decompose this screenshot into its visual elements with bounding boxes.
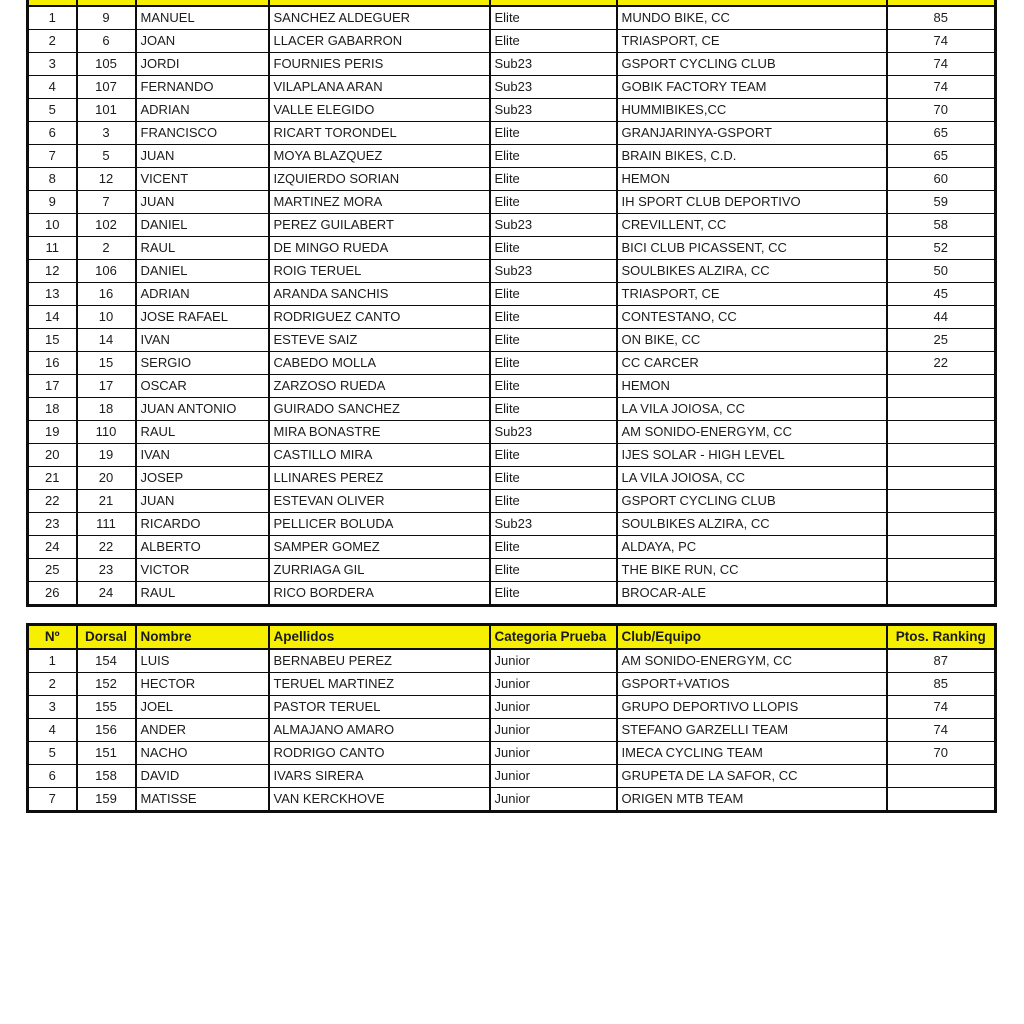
cell: HUMMIBIKES,CC bbox=[617, 98, 887, 121]
cell: Elite bbox=[490, 581, 617, 605]
header-cell-dorsal: Dorsal bbox=[77, 625, 136, 650]
cell: Junior bbox=[490, 765, 617, 788]
cell bbox=[887, 788, 996, 812]
cell: IH SPORT CLUB DEPORTIVO bbox=[617, 190, 887, 213]
cell: Elite bbox=[490, 6, 617, 30]
cell: Sub23 bbox=[490, 98, 617, 121]
cell: 18 bbox=[28, 397, 77, 420]
junior-results-table bbox=[26, 623, 997, 813]
header-cell-puntos: Ptos. Ranking bbox=[887, 625, 996, 650]
table-row bbox=[28, 673, 996, 696]
cell: JOEL bbox=[136, 696, 269, 719]
elite-sub23-results-table bbox=[26, 0, 997, 607]
cell: 20 bbox=[77, 466, 136, 489]
cell: IVARS SIRERA bbox=[269, 765, 490, 788]
cell: RICARDO bbox=[136, 512, 269, 535]
table-row bbox=[28, 259, 996, 282]
cell: ANDER bbox=[136, 719, 269, 742]
cell: 15 bbox=[28, 328, 77, 351]
cell: 15 bbox=[77, 351, 136, 374]
cell: 87 bbox=[887, 649, 996, 673]
cell: Elite bbox=[490, 535, 617, 558]
table-row bbox=[28, 742, 996, 765]
cell: JOSEP bbox=[136, 466, 269, 489]
cell: 45 bbox=[887, 282, 996, 305]
cell bbox=[887, 420, 996, 443]
cell: 85 bbox=[887, 673, 996, 696]
cell: 1 bbox=[28, 6, 77, 30]
cell: 58 bbox=[887, 213, 996, 236]
cell: Sub23 bbox=[490, 512, 617, 535]
table-row bbox=[28, 6, 996, 30]
cell: CABEDO MOLLA bbox=[269, 351, 490, 374]
cell: 19 bbox=[28, 420, 77, 443]
cell: LA VILA JOIOSA, CC bbox=[617, 466, 887, 489]
cell: SANCHEZ ALDEGUER bbox=[269, 6, 490, 30]
cell: VILAPLANA ARAN bbox=[269, 75, 490, 98]
cell: FRANCISCO bbox=[136, 121, 269, 144]
cell: AM SONIDO-ENERGYM, CC bbox=[617, 420, 887, 443]
cell: 26 bbox=[28, 581, 77, 605]
cell: GSPORT CYCLING CLUB bbox=[617, 52, 887, 75]
cell bbox=[887, 374, 996, 397]
cell: ESTEVE SAIZ bbox=[269, 328, 490, 351]
cell: PEREZ GUILABERT bbox=[269, 213, 490, 236]
cell: 155 bbox=[77, 696, 136, 719]
cell: SAMPER GOMEZ bbox=[269, 535, 490, 558]
cell: 21 bbox=[77, 489, 136, 512]
cell: 5 bbox=[77, 144, 136, 167]
cell: 12 bbox=[77, 167, 136, 190]
table-row bbox=[28, 236, 996, 259]
cell: 22 bbox=[887, 351, 996, 374]
cell: Elite bbox=[490, 29, 617, 52]
cell: CONTESTANO, CC bbox=[617, 305, 887, 328]
cell: CASTILLO MIRA bbox=[269, 443, 490, 466]
cell: 74 bbox=[887, 696, 996, 719]
cell: 85 bbox=[887, 6, 996, 30]
cell: 4 bbox=[28, 719, 77, 742]
cell: Elite bbox=[490, 144, 617, 167]
cell: 70 bbox=[887, 98, 996, 121]
cell: Junior bbox=[490, 742, 617, 765]
cell: VAN KERCKHOVE bbox=[269, 788, 490, 812]
cell: 5 bbox=[28, 742, 77, 765]
cell: 14 bbox=[77, 328, 136, 351]
cell: Elite bbox=[490, 282, 617, 305]
table-row bbox=[28, 581, 996, 605]
cell: 3 bbox=[28, 52, 77, 75]
cell: Elite bbox=[490, 236, 617, 259]
cell: 17 bbox=[77, 374, 136, 397]
cell bbox=[887, 581, 996, 605]
cell bbox=[887, 466, 996, 489]
cell: 70 bbox=[887, 742, 996, 765]
cell: Elite bbox=[490, 443, 617, 466]
table-row bbox=[28, 144, 996, 167]
cell: 7 bbox=[28, 144, 77, 167]
cell: ON BIKE, CC bbox=[617, 328, 887, 351]
cell: 3 bbox=[77, 121, 136, 144]
cell: TERUEL MARTINEZ bbox=[269, 673, 490, 696]
cell: JOSE RAFAEL bbox=[136, 305, 269, 328]
cell: RICO BORDERA bbox=[269, 581, 490, 605]
cell: 12 bbox=[28, 259, 77, 282]
cell: MOYA BLAZQUEZ bbox=[269, 144, 490, 167]
cell: 13 bbox=[28, 282, 77, 305]
cell: PASTOR TERUEL bbox=[269, 696, 490, 719]
cell: Elite bbox=[490, 121, 617, 144]
cell: 105 bbox=[77, 52, 136, 75]
table-header-row bbox=[28, 625, 996, 650]
table-row bbox=[28, 558, 996, 581]
cell: 2 bbox=[28, 673, 77, 696]
cell: Junior bbox=[490, 673, 617, 696]
cell: Junior bbox=[490, 719, 617, 742]
cell: 1 bbox=[28, 649, 77, 673]
cell: ZARZOSO RUEDA bbox=[269, 374, 490, 397]
table-row bbox=[28, 719, 996, 742]
cell: Sub23 bbox=[490, 420, 617, 443]
cell: ZURRIAGA GIL bbox=[269, 558, 490, 581]
cell: 152 bbox=[77, 673, 136, 696]
cell: Elite bbox=[490, 305, 617, 328]
table-row bbox=[28, 696, 996, 719]
cell: DAVID bbox=[136, 765, 269, 788]
cell: 3 bbox=[28, 696, 77, 719]
table-row bbox=[28, 765, 996, 788]
table-row bbox=[28, 29, 996, 52]
cell: IZQUIERDO SORIAN bbox=[269, 167, 490, 190]
cell bbox=[887, 535, 996, 558]
cell: Elite bbox=[490, 374, 617, 397]
table-row bbox=[28, 466, 996, 489]
cell: OSCAR bbox=[136, 374, 269, 397]
cell: 2 bbox=[77, 236, 136, 259]
cell: 18 bbox=[77, 397, 136, 420]
cell: 4 bbox=[28, 75, 77, 98]
cell: DE MINGO RUEDA bbox=[269, 236, 490, 259]
cell: 11 bbox=[28, 236, 77, 259]
cell: 6 bbox=[77, 29, 136, 52]
table-row bbox=[28, 98, 996, 121]
cell: Elite bbox=[490, 190, 617, 213]
cell: Sub23 bbox=[490, 213, 617, 236]
cell: 74 bbox=[887, 52, 996, 75]
cell: BERNABEU PEREZ bbox=[269, 649, 490, 673]
cell: 22 bbox=[77, 535, 136, 558]
cell: 23 bbox=[77, 558, 136, 581]
cell: IVAN bbox=[136, 443, 269, 466]
cell: 5 bbox=[28, 98, 77, 121]
cell: LUIS bbox=[136, 649, 269, 673]
cell: GRANJARINYA-GSPORT bbox=[617, 121, 887, 144]
cell: 102 bbox=[77, 213, 136, 236]
cell: FERNANDO bbox=[136, 75, 269, 98]
cell: Elite bbox=[490, 328, 617, 351]
cell: Junior bbox=[490, 696, 617, 719]
cell: 111 bbox=[77, 512, 136, 535]
cell: 159 bbox=[77, 788, 136, 812]
table-row bbox=[28, 535, 996, 558]
cell: ALMAJANO AMARO bbox=[269, 719, 490, 742]
cell: 6 bbox=[28, 121, 77, 144]
cell: RAUL bbox=[136, 581, 269, 605]
cell: ROIG TERUEL bbox=[269, 259, 490, 282]
cell: 23 bbox=[28, 512, 77, 535]
cell: 10 bbox=[77, 305, 136, 328]
cell: HEMON bbox=[617, 167, 887, 190]
cell: DANIEL bbox=[136, 213, 269, 236]
cell: SOULBIKES ALZIRA, CC bbox=[617, 259, 887, 282]
cell: GRUPETA DE LA SAFOR, CC bbox=[617, 765, 887, 788]
cell: DANIEL bbox=[136, 259, 269, 282]
table-row bbox=[28, 351, 996, 374]
cell: ADRIAN bbox=[136, 98, 269, 121]
cell: SOULBIKES ALZIRA, CC bbox=[617, 512, 887, 535]
cell: 60 bbox=[887, 167, 996, 190]
cell: LLINARES PEREZ bbox=[269, 466, 490, 489]
table-row bbox=[28, 328, 996, 351]
cell: 59 bbox=[887, 190, 996, 213]
cell: LA VILA JOIOSA, CC bbox=[617, 397, 887, 420]
cell: 24 bbox=[28, 535, 77, 558]
cell: Junior bbox=[490, 649, 617, 673]
cell: 107 bbox=[77, 75, 136, 98]
cell: RICART TORONDEL bbox=[269, 121, 490, 144]
cell: 21 bbox=[28, 466, 77, 489]
cell: Elite bbox=[490, 558, 617, 581]
cell: IJES SOLAR - HIGH LEVEL bbox=[617, 443, 887, 466]
cell: ESTEVAN OLIVER bbox=[269, 489, 490, 512]
cell: NACHO bbox=[136, 742, 269, 765]
cell: Sub23 bbox=[490, 259, 617, 282]
header-cell-apellidos: Apellidos bbox=[269, 625, 490, 650]
cell: 65 bbox=[887, 144, 996, 167]
cell: RAUL bbox=[136, 236, 269, 259]
cell: 74 bbox=[887, 719, 996, 742]
cell: 20 bbox=[28, 443, 77, 466]
cell: 19 bbox=[77, 443, 136, 466]
table-row bbox=[28, 305, 996, 328]
cell: 14 bbox=[28, 305, 77, 328]
cell: CC CARCER bbox=[617, 351, 887, 374]
cell: MIRA BONASTRE bbox=[269, 420, 490, 443]
cell: 9 bbox=[28, 190, 77, 213]
cell: 7 bbox=[77, 190, 136, 213]
cell: 16 bbox=[28, 351, 77, 374]
cell: Elite bbox=[490, 466, 617, 489]
header-cell-numero: Nº bbox=[28, 625, 77, 650]
cell: Elite bbox=[490, 167, 617, 190]
cell: THE BIKE RUN, CC bbox=[617, 558, 887, 581]
cell: 151 bbox=[77, 742, 136, 765]
cell: GSPORT+VATIOS bbox=[617, 673, 887, 696]
elite-sub23-results-table-wrapper bbox=[26, 0, 998, 618]
cell: JUAN bbox=[136, 144, 269, 167]
cell: 8 bbox=[28, 167, 77, 190]
cell: LLACER GABARRON bbox=[269, 29, 490, 52]
cell bbox=[887, 397, 996, 420]
cell: GRUPO DEPORTIVO LLOPIS bbox=[617, 696, 887, 719]
cell: 7 bbox=[28, 788, 77, 812]
cell: 10 bbox=[28, 213, 77, 236]
cell: RODRIGO CANTO bbox=[269, 742, 490, 765]
cell: 17 bbox=[28, 374, 77, 397]
cell: 101 bbox=[77, 98, 136, 121]
cell: GSPORT CYCLING CLUB bbox=[617, 489, 887, 512]
cell: BRAIN BIKES, C.D. bbox=[617, 144, 887, 167]
table-row bbox=[28, 190, 996, 213]
cell: 25 bbox=[28, 558, 77, 581]
cell: 154 bbox=[77, 649, 136, 673]
cell: TRIASPORT, CE bbox=[617, 29, 887, 52]
cell: 24 bbox=[77, 581, 136, 605]
table-row bbox=[28, 121, 996, 144]
cell: 25 bbox=[887, 328, 996, 351]
cell: BROCAR-ALE bbox=[617, 581, 887, 605]
cell: ARANDA SANCHIS bbox=[269, 282, 490, 305]
cell: RAUL bbox=[136, 420, 269, 443]
cell bbox=[887, 443, 996, 466]
cell: ADRIAN bbox=[136, 282, 269, 305]
cell: 50 bbox=[887, 259, 996, 282]
cell: TRIASPORT, CE bbox=[617, 282, 887, 305]
cell: 22 bbox=[28, 489, 77, 512]
table-row bbox=[28, 167, 996, 190]
table-row bbox=[28, 374, 996, 397]
cell: 74 bbox=[887, 29, 996, 52]
cell: JUAN ANTONIO bbox=[136, 397, 269, 420]
table-row bbox=[28, 282, 996, 305]
cell: ALBERTO bbox=[136, 535, 269, 558]
cell: VICTOR bbox=[136, 558, 269, 581]
cell: 110 bbox=[77, 420, 136, 443]
cell: 44 bbox=[887, 305, 996, 328]
header-cell-club: Club/Equipo bbox=[617, 625, 887, 650]
cell: ORIGEN MTB TEAM bbox=[617, 788, 887, 812]
cell: GUIRADO SANCHEZ bbox=[269, 397, 490, 420]
table-row bbox=[28, 489, 996, 512]
cell: FOURNIES PERIS bbox=[269, 52, 490, 75]
cell: CREVILLENT, CC bbox=[617, 213, 887, 236]
cell: IMECA CYCLING TEAM bbox=[617, 742, 887, 765]
cell bbox=[887, 512, 996, 535]
cell: Elite bbox=[490, 489, 617, 512]
cell: HECTOR bbox=[136, 673, 269, 696]
cell bbox=[887, 765, 996, 788]
junior-results-table-wrapper bbox=[26, 623, 998, 813]
cell: 52 bbox=[887, 236, 996, 259]
cell: STEFANO GARZELLI TEAM bbox=[617, 719, 887, 742]
cell: 6 bbox=[28, 765, 77, 788]
header-cell-categoria: Categoria Prueba bbox=[490, 625, 617, 650]
table-row bbox=[28, 788, 996, 812]
cell: MANUEL bbox=[136, 6, 269, 30]
cell: VICENT bbox=[136, 167, 269, 190]
cell: 106 bbox=[77, 259, 136, 282]
cell: GOBIK FACTORY TEAM bbox=[617, 75, 887, 98]
table-row bbox=[28, 52, 996, 75]
cell: Elite bbox=[490, 397, 617, 420]
cell: 2 bbox=[28, 29, 77, 52]
header-cell-nombre: Nombre bbox=[136, 625, 269, 650]
cell: MUNDO BIKE, CC bbox=[617, 6, 887, 30]
cell: 65 bbox=[887, 121, 996, 144]
cell: Junior bbox=[490, 788, 617, 812]
cell: RODRIGUEZ CANTO bbox=[269, 305, 490, 328]
cell: MATISSE bbox=[136, 788, 269, 812]
cell bbox=[887, 558, 996, 581]
cell: JORDI bbox=[136, 52, 269, 75]
cell: HEMON bbox=[617, 374, 887, 397]
table-row bbox=[28, 75, 996, 98]
cell: SERGIO bbox=[136, 351, 269, 374]
table-row bbox=[28, 512, 996, 535]
cell: 158 bbox=[77, 765, 136, 788]
cell: MARTINEZ MORA bbox=[269, 190, 490, 213]
table-row bbox=[28, 397, 996, 420]
cell: 74 bbox=[887, 75, 996, 98]
cell: JOAN bbox=[136, 29, 269, 52]
cell: 9 bbox=[77, 6, 136, 30]
cell: ALDAYA, PC bbox=[617, 535, 887, 558]
table-row bbox=[28, 443, 996, 466]
table-row bbox=[28, 420, 996, 443]
table-row bbox=[28, 649, 996, 673]
cell: VALLE ELEGIDO bbox=[269, 98, 490, 121]
cell: Sub23 bbox=[490, 75, 617, 98]
cell: 156 bbox=[77, 719, 136, 742]
cell: Elite bbox=[490, 351, 617, 374]
table-row bbox=[28, 213, 996, 236]
cell: BICI CLUB PICASSENT, CC bbox=[617, 236, 887, 259]
cell: AM SONIDO-ENERGYM, CC bbox=[617, 649, 887, 673]
cell: JUAN bbox=[136, 489, 269, 512]
cell: JUAN bbox=[136, 190, 269, 213]
cell: IVAN bbox=[136, 328, 269, 351]
cell: 16 bbox=[77, 282, 136, 305]
cell: Sub23 bbox=[490, 52, 617, 75]
cell: PELLICER BOLUDA bbox=[269, 512, 490, 535]
cell bbox=[887, 489, 996, 512]
